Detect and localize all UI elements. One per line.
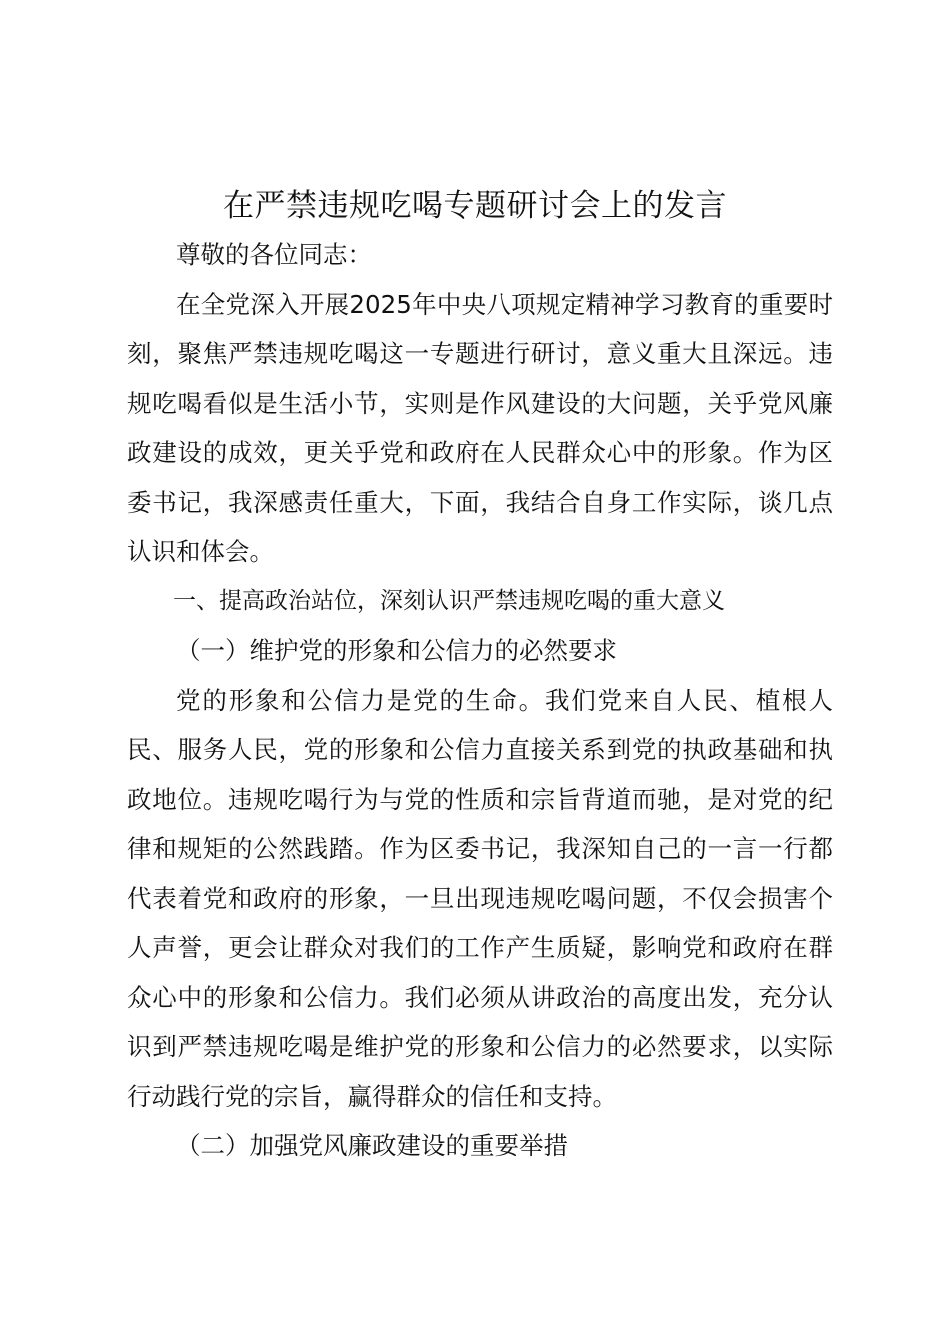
section-heading-1: 一、提高政治站位，深刻认识严禁违规吃喝的重大意义 — [173, 587, 725, 614]
document-body — [127, 230, 833, 1171]
document-title: 在严禁违规吃喝专题研讨会上的发言 — [223, 188, 727, 224]
subsection-heading-1: （一）维护党的形象和公信力的必然要求 — [176, 636, 617, 665]
salutation: 尊敬的各位同志： — [176, 240, 372, 269]
body-paragraph: 党的形象和公信力是党的生命。我们党来自人民、植根人民、服务人民，党的形象和公信力直接关系到党的执政基础和执政地位。违规吃喝行为与党的性质和宗旨背道而驰，是对党的纪律和规矩的公然践踏。作为区委书记，我深知自己的一言一行都代表着党和政府的形象，一旦出现违规吃喝问题，不仅会损害个人声誉，更会让群众对我们的工作产生质疑，影响党和政府在群众心中的形象和公信力。我们必须从讲政治的高度出发，充分认识到严禁违规吃喝是维护党的形象和公信力的必然要求，以实际行动践行党的宗旨，赢得群众的信任和支持。 — [127, 685, 833, 1111]
subsection-heading-2: （二）加强党风廉政建设的重要举措 — [176, 1131, 568, 1160]
intro-paragraph: 在全党深入开展2025年中央八项规定精神学习教育的重要时刻，聚焦严禁违规吃喝这一专题进行研讨，意义重大且深远。违规吃喝看似是生活小节，实则是作风建设的大问题，关乎党风廉政建设的成效，更关乎党和政府在人民群众心中的形象。作为区委书记，我深感责任重大，下面，我结合自身工作实际，谈几点认识和体会。 — [127, 289, 833, 566]
